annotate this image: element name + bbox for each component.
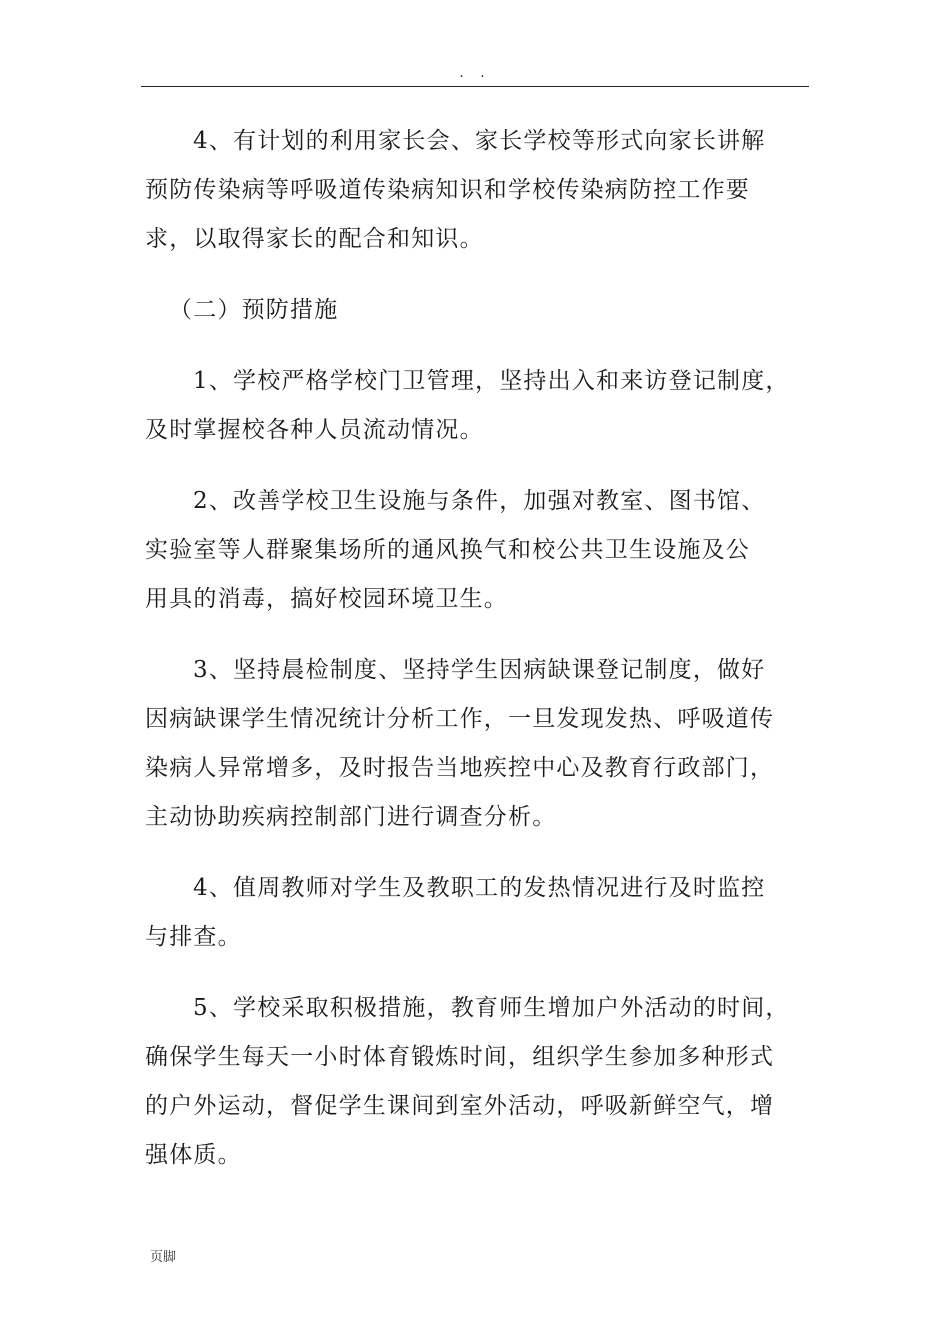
document-body xyxy=(145,117,810,1202)
paragraph-gate-management xyxy=(145,357,810,455)
paragraph-line: 染病人异常增多，及时报告当地疾控中心及教育行政部门， xyxy=(145,755,775,781)
paragraph-line: 主动协助疾病控制部门进行调查分析。 xyxy=(145,804,557,830)
paragraph-line: 强体质。 xyxy=(145,1142,242,1168)
page-footer: 页脚 xyxy=(150,1250,177,1265)
paragraph-outdoor-activity xyxy=(145,984,810,1180)
paragraph-parent-education xyxy=(145,117,810,264)
header-dots: . . xyxy=(459,65,491,81)
paragraph-line: 2、改善学校卫生设施与条件，加强对教室、图书馆、 xyxy=(193,488,766,514)
paragraph-line: 用具的消毒，搞好校园环境卫生。 xyxy=(145,586,508,612)
paragraph-line: 的户外运动，督促学生课间到室外活动，呼吸新鲜空气，增 xyxy=(145,1093,775,1119)
paragraph-sanitation xyxy=(145,477,810,624)
paragraph-line: 预防传染病等呼吸道传染病知识和学校传染病防控工作要 xyxy=(145,177,750,203)
section-heading: （二）预防措施 xyxy=(169,297,339,323)
paragraph-line: 3、坚持晨检制度、坚持学生因病缺课登记制度，做好 xyxy=(193,657,766,683)
paragraph-line: 5、学校采取积极措施，教育师生增加户外活动的时间， xyxy=(193,995,790,1021)
paragraph-line: 求，以取得家长的配合和知识。 xyxy=(145,226,484,252)
paragraph-line: 因病缺课学生情况统计分析工作，一旦发现发热、呼吸道传 xyxy=(145,706,775,732)
paragraph-line: 4、值周教师对学生及教职工的发热情况进行及时监控 xyxy=(193,875,766,901)
paragraph-morning-check xyxy=(145,646,810,842)
header-rule xyxy=(141,86,809,87)
paragraph-line: 与排查。 xyxy=(145,924,242,950)
paragraph-line: 实验室等人群聚集场所的通风换气和校公共卫生设施及公 xyxy=(145,537,750,563)
paragraph-line: 及时掌握校各种人员流动情况。 xyxy=(145,417,484,443)
paragraph-line: 4、有计划的利用家长会、家长学校等形式向家长讲解 xyxy=(193,128,766,154)
paragraph-line: 1、学校严格学校门卫管理，坚持出入和来访登记制度， xyxy=(193,368,790,394)
paragraph-fever-monitoring xyxy=(145,864,810,962)
paragraph-line: 确保学生每天一小时体育锻炼时间，组织学生参加多种形式 xyxy=(145,1044,775,1070)
